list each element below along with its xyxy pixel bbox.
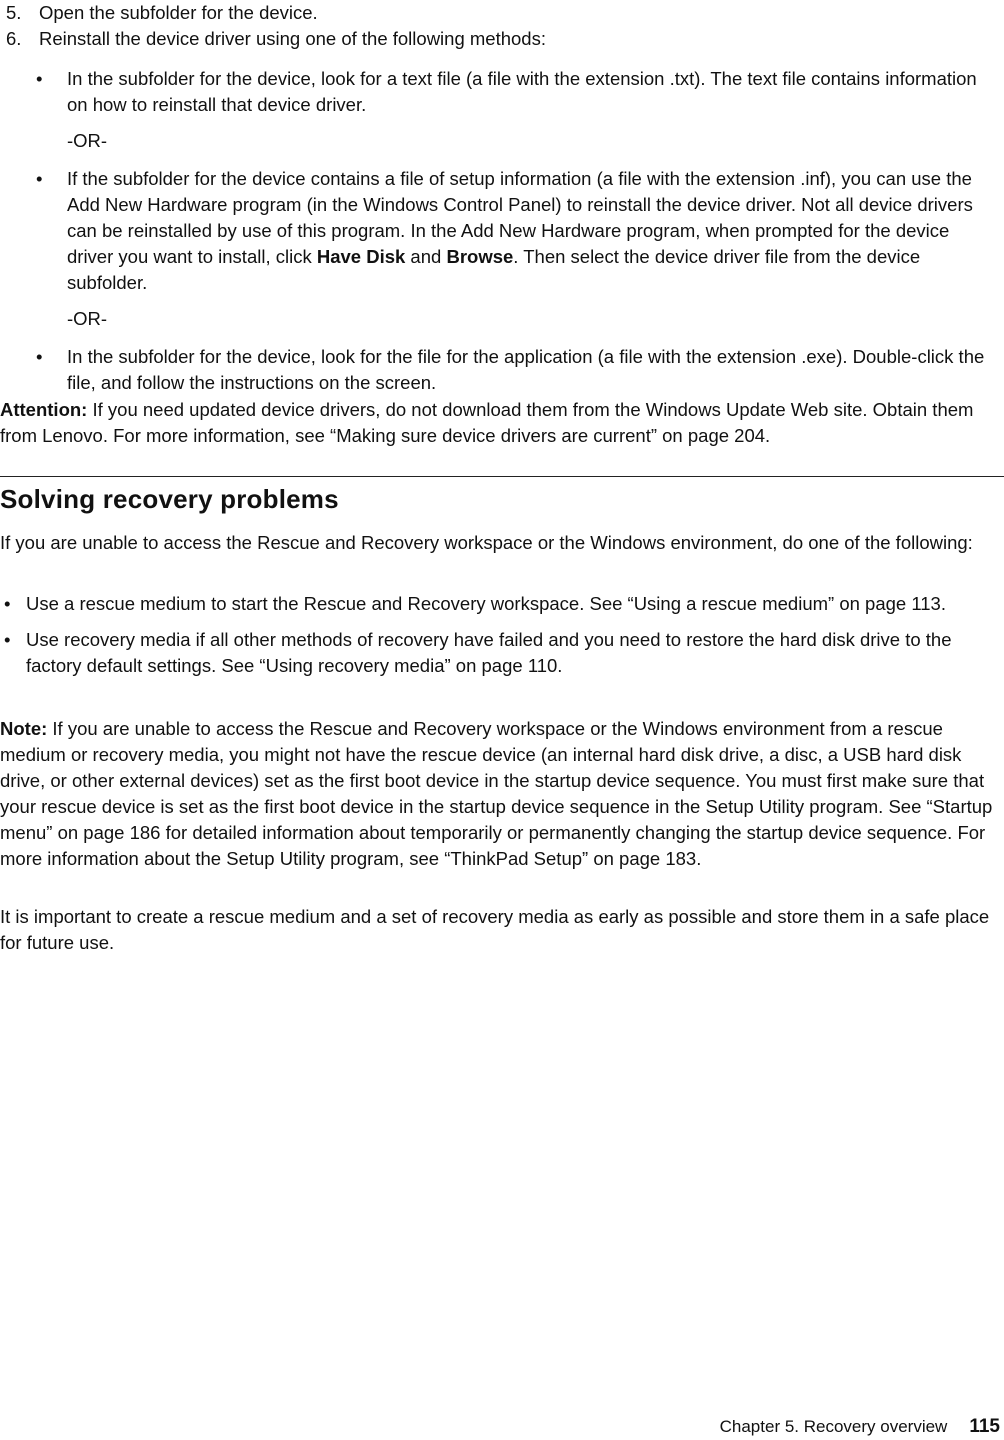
step-list (6, 0, 996, 52)
bullet-icon: • (4, 629, 11, 650)
step-item (6, 0, 996, 26)
method-text-part: . Then select the device driver file from the device subfolder. (67, 246, 921, 293)
section-intro: If you are unable to access the Rescue and Recovery workspace or the Windows environment, do one of the following: (0, 532, 973, 553)
method-text-part: and (405, 246, 447, 267)
section-heading: Solving recovery problems (0, 484, 339, 514)
step-text: Reinstall the device driver using one of the following methods: (39, 28, 546, 49)
step-number: 5. (6, 2, 22, 23)
method-list (30, 66, 998, 396)
attention-text: If you need updated device drivers, do not download them from the Windows Update Web site. Obtain them from Lenovo. For more information, see “Making sure device drivers are current” on page 204. (0, 399, 974, 446)
step-item (6, 26, 996, 52)
method-item (30, 344, 998, 396)
bullet-icon: • (36, 68, 43, 89)
note-label: Note: (0, 718, 48, 739)
method-text (67, 166, 998, 296)
chapter-label: Chapter 5. Recovery overview (719, 1417, 948, 1436)
step-number: 6. (6, 28, 22, 49)
bullet-icon: • (36, 168, 43, 189)
page-number: 115 (969, 1416, 1000, 1437)
recovery-option-list (0, 591, 1000, 679)
method-item (30, 66, 998, 118)
browse-label: Browse (446, 246, 514, 267)
method-text: In the subfolder for the device, look for the file for the application (a file with the extension .exe). Double-click the file, and follow the instructions on the screen. (67, 346, 985, 393)
bullet-icon: • (36, 346, 43, 367)
list-item (0, 591, 1000, 617)
page-footer (720, 1414, 1000, 1440)
attention-label: Attention: (0, 399, 88, 420)
method-text-part: If the subfolder for the device contains a file of setup information (a file with the extension .inf), you can use the Add New Hardware program (in the Windows Control Panel) to reinstall the device driver. Not all device drivers can be reinstalled by use of this program. In the Add New Hardware program, when prompted for the device driver you want to install, click (67, 168, 973, 267)
section-divider (0, 476, 1004, 477)
list-item-text: Use recovery media if all other methods of recovery have failed and you need to restore the hard disk drive to the factory default settings. See “Using recovery media” on page 110. (26, 629, 952, 676)
have-disk-label: Have Disk (316, 246, 406, 267)
method-text: In the subfolder for the device, look for a text file (a file with the extension .txt). The text file contains information on how to reinstall that device driver. (67, 68, 977, 115)
note-paragraph (0, 716, 1000, 872)
list-item-text: Use a rescue medium to start the Rescue and Recovery workspace. See “Using a rescue medium” on page 113. (26, 593, 946, 614)
closing-paragraph: It is important to create a rescue medium and a set of recovery media as early as possible and store them in a safe place for future use. (0, 906, 990, 953)
bullet-icon: • (4, 593, 11, 614)
list-item (0, 627, 1000, 679)
step-text: Open the subfolder for the device. (39, 2, 318, 23)
or-separator: -OR- (67, 308, 108, 329)
or-separator: -OR- (67, 130, 108, 151)
method-item (30, 166, 998, 296)
note-text: If you are unable to access the Rescue and Recovery workspace or the Windows environment from a rescue medium or recovery media, you might not have the rescue device (an internal hard disk drive, a disc, a USB hard disk drive, or other external devices) set as the first boot device in the startup device sequence. You must first make sure that your rescue device is set as the first boot device in the startup device sequence in the Setup Utility program. See “Startup menu” on page 186 for detailed information about temporarily or permanently changing the startup device sequence. For more information about the Setup Utility program, see “ThinkPad Setup” on page 183. (0, 718, 993, 869)
attention-notice (0, 397, 1000, 449)
